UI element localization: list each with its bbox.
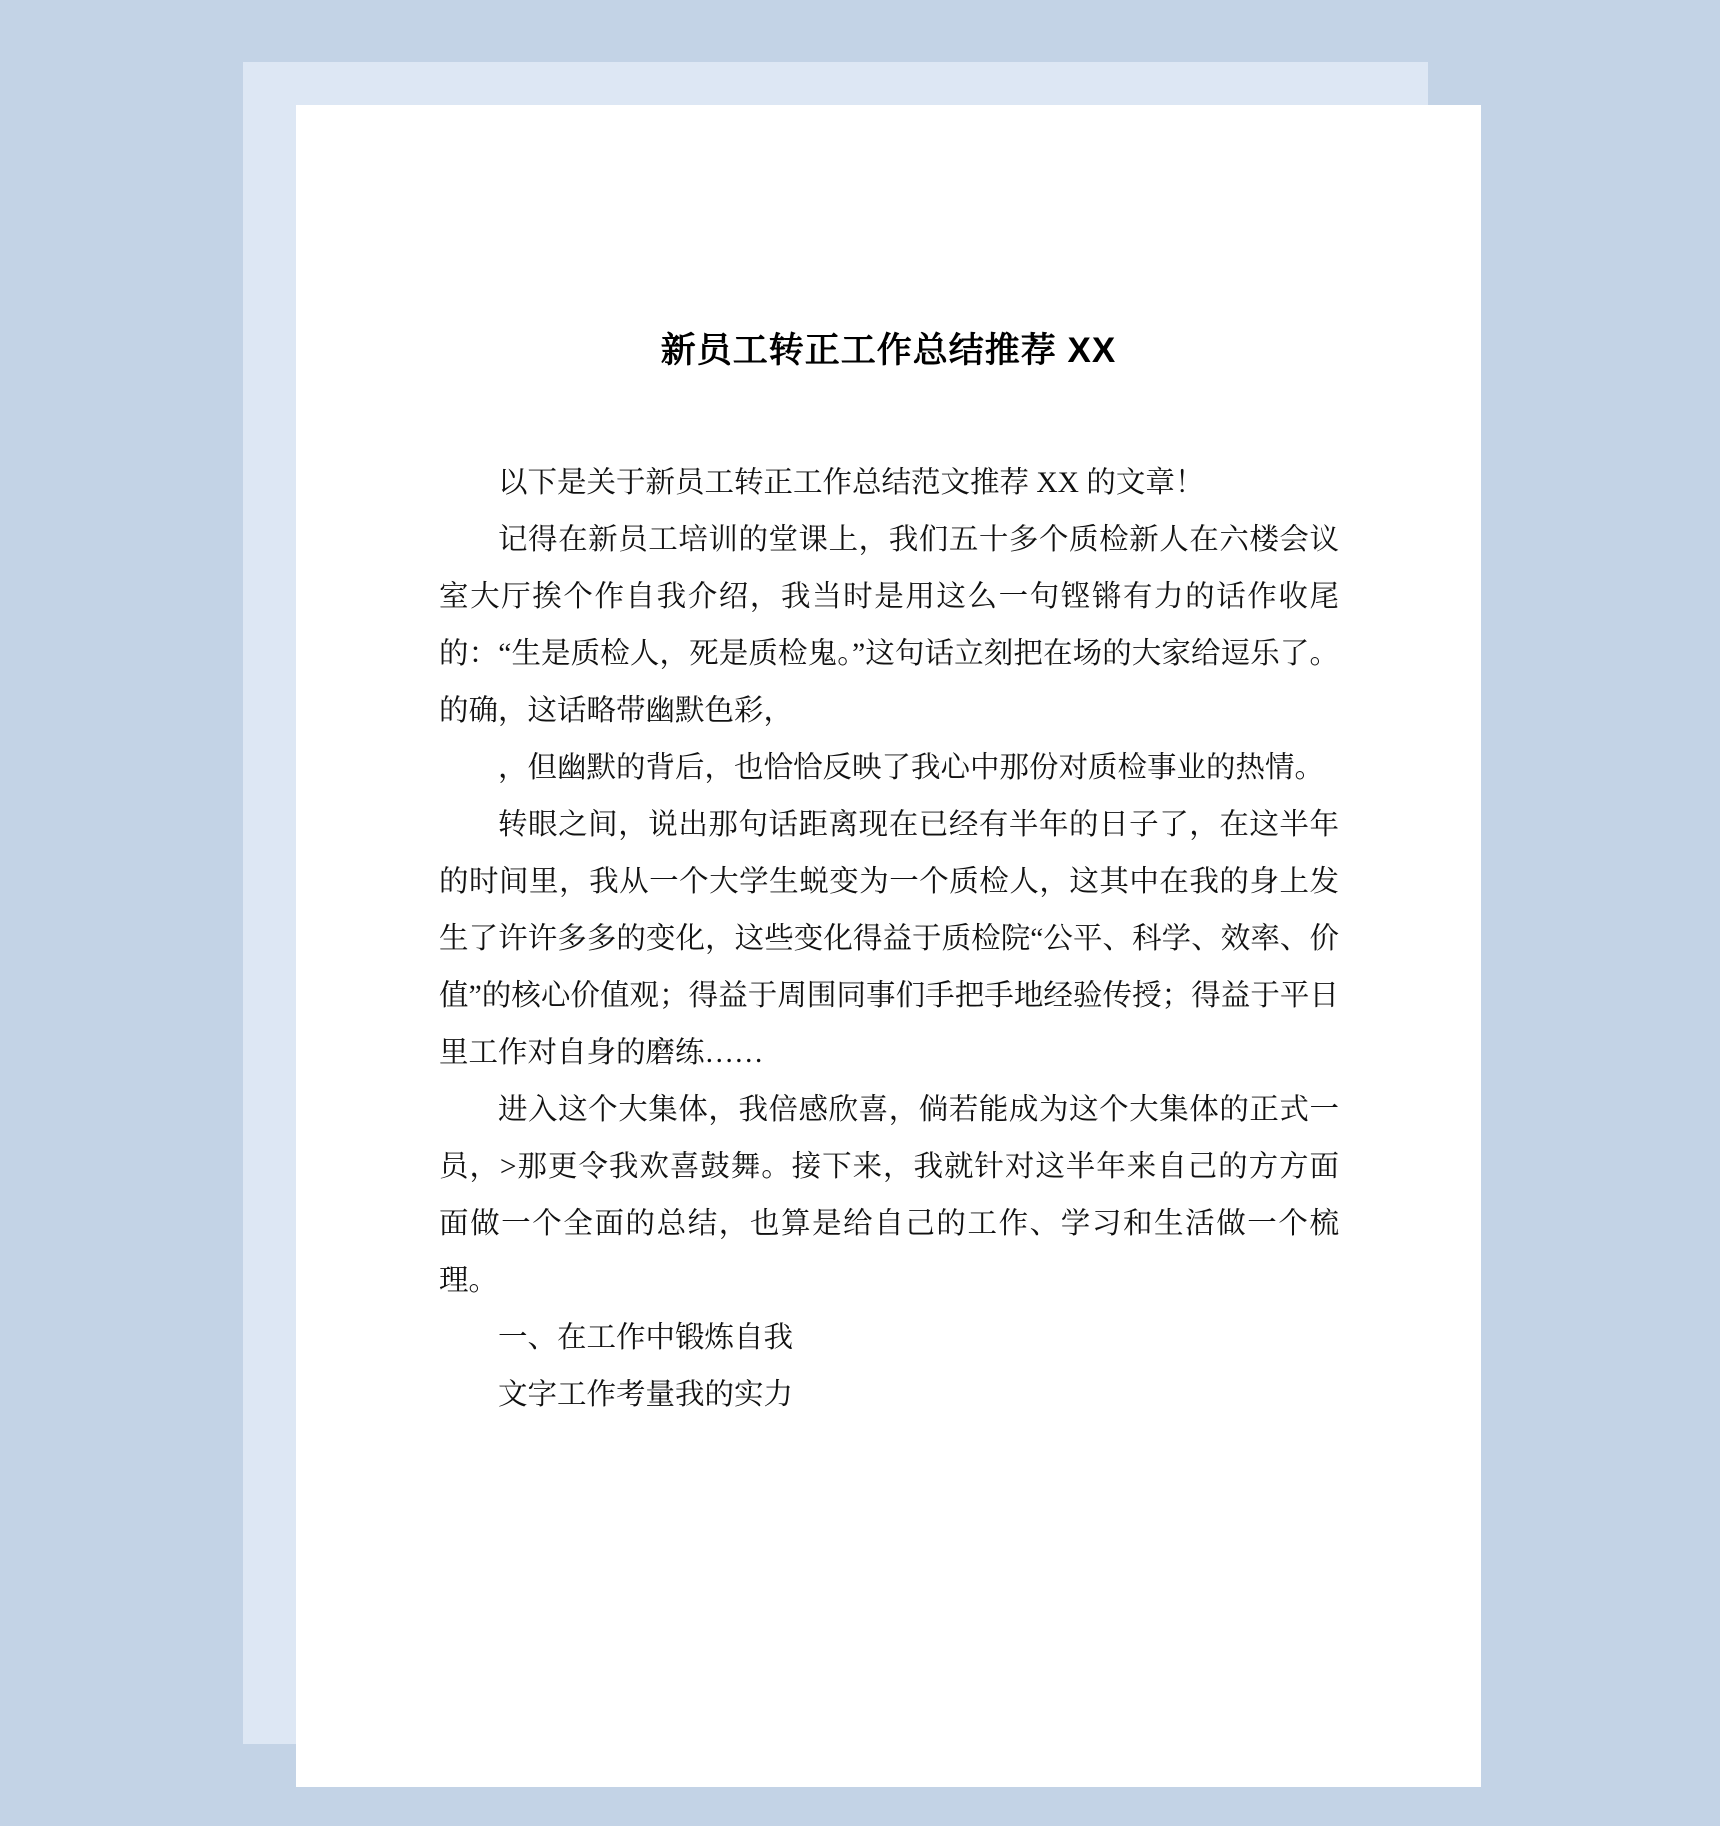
paragraph-1: 以下是关于新员工转正工作总结范文推荐 XX 的文章！ xyxy=(498,467,1205,499)
section-heading-1: 一、在工作中锻炼自我 xyxy=(498,1322,794,1354)
paragraph-3: ，但幽默的背后，也恰恰反映了我心中那份对质检事业的热情。 xyxy=(498,752,1325,784)
paragraph-2: 记得在新员工培训的堂课上，我们五十多个质检新人在六楼会议室大厅挨个作自我介绍，我当时是用这么一句铿锵有力的话作收尾的：“生是质检人，死是质检鬼。”这句话立刻把在场的大家给逗乐了。的确，这话略带幽默色彩， xyxy=(439,524,1339,727)
paragraph-4: 转眼之间，说出那句话距离现在已经有半年的日子了，在这半年的时间里，我从一个大学生蜕变为一个质检人，这其中在我的身上发生了许许多多的变化，这些变化得益于质检院“公平、科学、效率、价值”的核心价值观；得益于周围同事们手把手地经验传授；得益于平日里工作对自身的磨练…… xyxy=(439,809,1339,1069)
paragraph-5: 进入这个大集体，我倍感欣喜，倘若能成为这个大集体的正式一员，>那更令我欢喜鼓舞。接下来，我就针对这半年来自己的方方面面做一个全面的总结，也算是给自己的工作、学习和生活做一个梳理。 xyxy=(439,1094,1339,1297)
section-subheading-1: 文字工作考量我的实力 xyxy=(498,1379,794,1411)
document-page xyxy=(296,105,1481,1787)
document-body xyxy=(439,455,1339,1424)
page-title: 新员工转正工作总结推荐 XX xyxy=(660,331,1117,370)
